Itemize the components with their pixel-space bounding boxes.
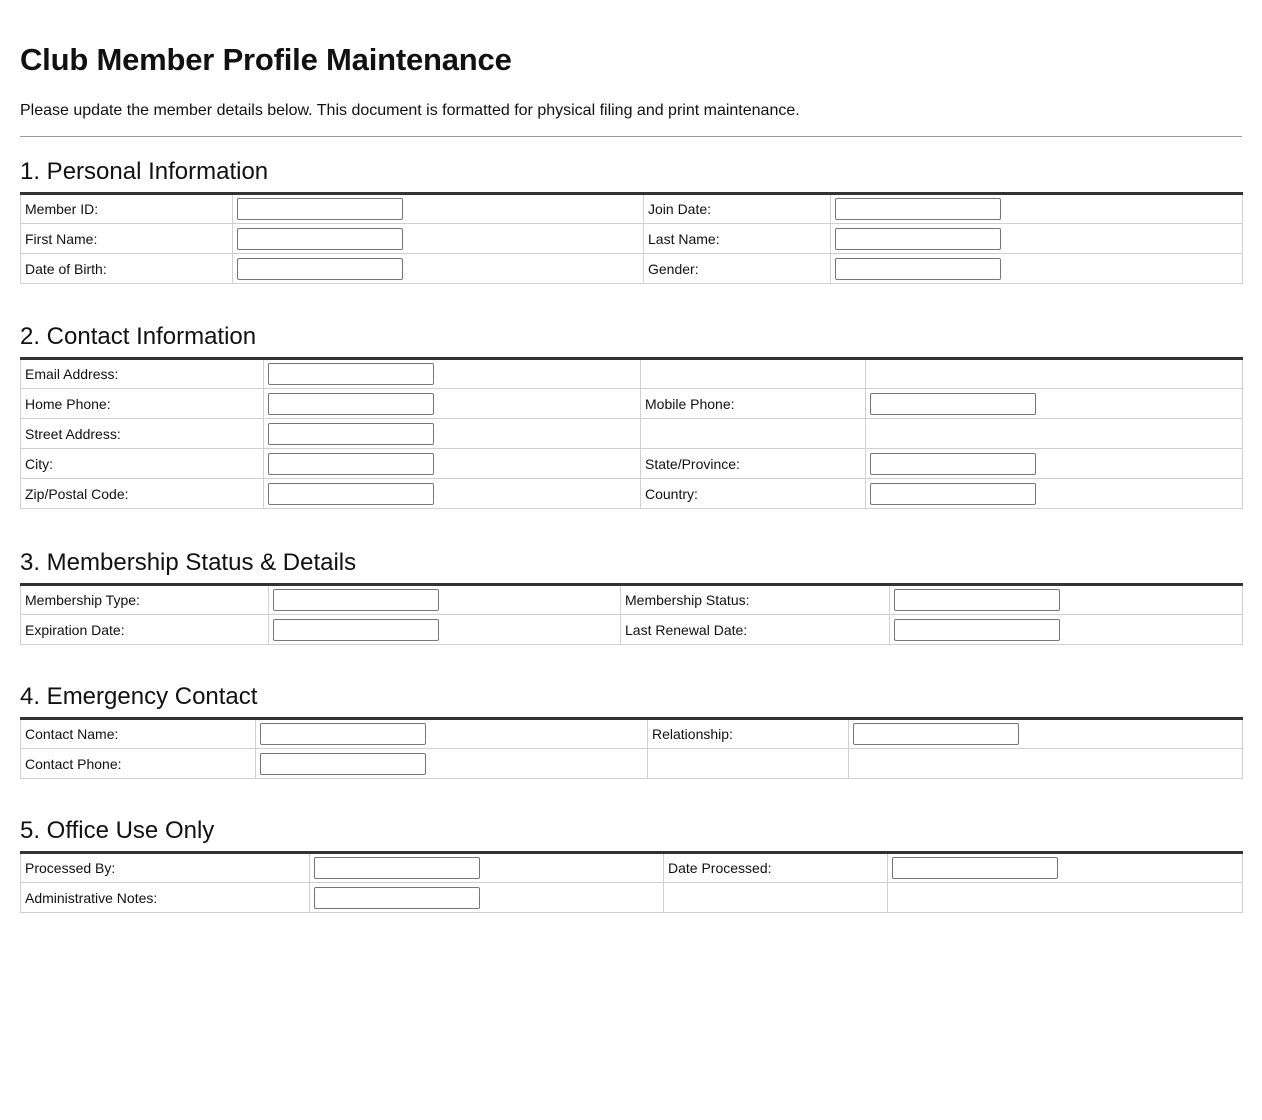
member-id-label: Member ID:: [21, 194, 233, 224]
divider: [20, 136, 1242, 137]
office-use-table: [20, 851, 1243, 913]
membership-status-cell: [890, 585, 1243, 615]
date-of-birth-cell: [233, 254, 644, 284]
table-row: [21, 585, 1243, 615]
home-phone-label: Home Phone:: [21, 389, 264, 419]
section-membership-status: [20, 548, 1242, 645]
table-row: [21, 419, 1243, 449]
home-phone-input[interactable]: [268, 393, 434, 415]
membership-status-table: [20, 583, 1243, 645]
membership-status-label: Membership Status:: [621, 585, 890, 615]
table-row: [21, 194, 1243, 224]
administrative-notes-label: Administrative Notes:: [21, 883, 310, 913]
state-province-label: State/Province:: [641, 449, 866, 479]
empty-cell: [641, 359, 866, 389]
table-row: [21, 389, 1243, 419]
home-phone-cell: [264, 389, 641, 419]
zip-postal-code-cell: [264, 479, 641, 509]
emergency-contact-table: [20, 717, 1243, 779]
first-name-input[interactable]: [237, 228, 403, 250]
state-province-input[interactable]: [870, 453, 1036, 475]
page-title: Club Member Profile Maintenance: [20, 42, 512, 77]
expiration-date-input[interactable]: [273, 619, 439, 641]
last-renewal-date-label: Last Renewal Date:: [621, 615, 890, 645]
last-name-cell: [831, 224, 1243, 254]
state-province-cell: [866, 449, 1243, 479]
section-office-use-only: [20, 816, 1242, 913]
country-cell: [866, 479, 1243, 509]
city-cell: [264, 449, 641, 479]
empty-cell: [866, 419, 1243, 449]
membership-type-label: Membership Type:: [21, 585, 269, 615]
empty-cell: [648, 749, 849, 779]
membership-type-input[interactable]: [273, 589, 439, 611]
administrative-notes-cell: [310, 883, 664, 913]
contact-phone-cell: [256, 749, 648, 779]
member-id-input[interactable]: [237, 198, 403, 220]
gender-label: Gender:: [644, 254, 831, 284]
street-address-input[interactable]: [268, 423, 434, 445]
member-id-cell: [233, 194, 644, 224]
section-heading: 4. Emergency Contact: [20, 683, 258, 710]
gender-cell: [831, 254, 1243, 284]
table-row: [21, 719, 1243, 749]
membership-type-cell: [269, 585, 621, 615]
table-row: [21, 479, 1243, 509]
table-row: [21, 254, 1243, 284]
section-heading: 5. Office Use Only: [20, 817, 215, 844]
country-label: Country:: [641, 479, 866, 509]
table-row: [21, 224, 1243, 254]
table-row: [21, 359, 1243, 389]
last-renewal-date-cell: [890, 615, 1243, 645]
contact-name-cell: [256, 719, 648, 749]
date-processed-input[interactable]: [892, 857, 1058, 879]
section-heading: 3. Membership Status & Details: [20, 549, 357, 576]
first-name-label: First Name:: [21, 224, 233, 254]
empty-cell: [641, 419, 866, 449]
empty-cell: [849, 749, 1243, 779]
first-name-cell: [233, 224, 644, 254]
country-input[interactable]: [870, 483, 1036, 505]
zip-postal-code-label: Zip/Postal Code:: [21, 479, 264, 509]
join-date-label: Join Date:: [644, 194, 831, 224]
zip-postal-code-input[interactable]: [268, 483, 434, 505]
contact-name-label: Contact Name:: [21, 719, 256, 749]
contact-information-table: [20, 357, 1243, 509]
expiration-date-label: Expiration Date:: [21, 615, 269, 645]
membership-status-input[interactable]: [894, 589, 1060, 611]
email-cell: [264, 359, 641, 389]
relationship-input[interactable]: [853, 723, 1019, 745]
section-personal-information: [20, 157, 1242, 284]
contact-name-input[interactable]: [260, 723, 426, 745]
contact-phone-input[interactable]: [260, 753, 426, 775]
mobile-phone-label: Mobile Phone:: [641, 389, 866, 419]
table-row: [21, 615, 1243, 645]
city-input[interactable]: [268, 453, 434, 475]
administrative-notes-input[interactable]: [314, 887, 480, 909]
table-row: [21, 749, 1243, 779]
empty-cell: [888, 883, 1243, 913]
relationship-cell: [849, 719, 1243, 749]
intro-text: Please update the member details below. This document is formatted for physical filing and print maintenance.: [20, 102, 800, 119]
section-heading: 2. Contact Information: [20, 323, 257, 350]
join-date-input[interactable]: [835, 198, 1001, 220]
gender-input[interactable]: [835, 258, 1001, 280]
relationship-label: Relationship:: [648, 719, 849, 749]
mobile-phone-cell: [866, 389, 1243, 419]
city-label: City:: [21, 449, 264, 479]
table-row: [21, 449, 1243, 479]
last-name-input[interactable]: [835, 228, 1001, 250]
section-contact-information: [20, 322, 1242, 509]
date-of-birth-label: Date of Birth:: [21, 254, 233, 284]
mobile-phone-input[interactable]: [870, 393, 1036, 415]
expiration-date-cell: [269, 615, 621, 645]
last-renewal-date-input[interactable]: [894, 619, 1060, 641]
join-date-cell: [831, 194, 1243, 224]
street-address-cell: [264, 419, 641, 449]
section-heading: 1. Personal Information: [20, 158, 269, 185]
empty-cell: [866, 359, 1243, 389]
contact-phone-label: Contact Phone:: [21, 749, 256, 779]
processed-by-cell: [310, 853, 664, 883]
processed-by-input[interactable]: [314, 857, 480, 879]
section-emergency-contact: [20, 682, 1242, 779]
date-of-birth-input[interactable]: [237, 258, 403, 280]
date-processed-label: Date Processed:: [664, 853, 888, 883]
date-processed-cell: [888, 853, 1243, 883]
personal-information-table: [20, 192, 1243, 284]
empty-cell: [664, 883, 888, 913]
email-label: Email Address:: [21, 359, 264, 389]
table-row: [21, 853, 1243, 883]
last-name-label: Last Name:: [644, 224, 831, 254]
street-address-label: Street Address:: [21, 419, 264, 449]
table-row: [21, 883, 1243, 913]
processed-by-label: Processed By:: [21, 853, 310, 883]
email-input[interactable]: [268, 363, 434, 385]
